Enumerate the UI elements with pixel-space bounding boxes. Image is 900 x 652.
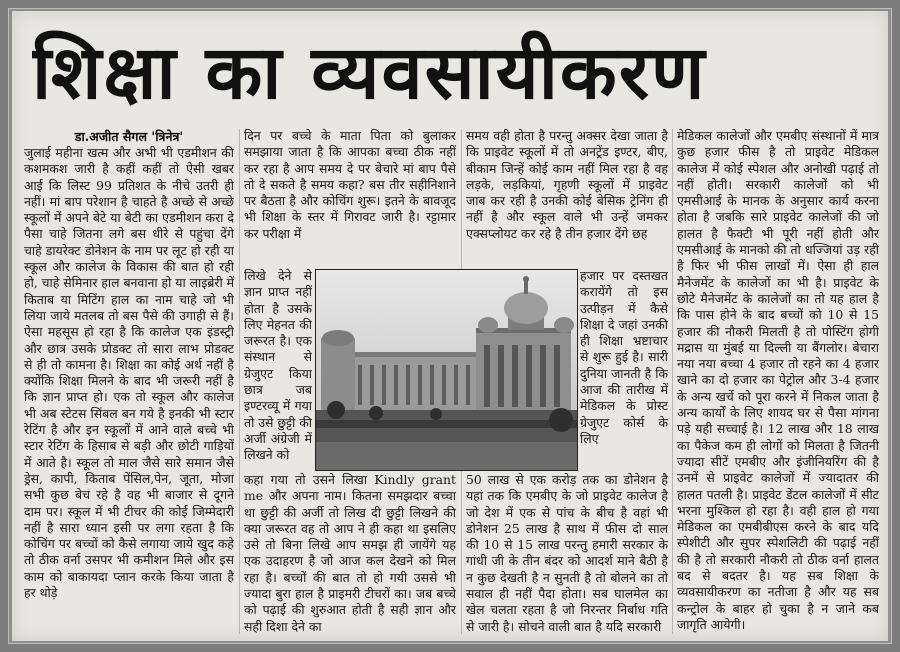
column-3-top [466, 128, 668, 268]
column-rule [239, 129, 240, 634]
column-1-text: जुलाई महीना खत्म और अभी भी एडमीशन की कशमकश जारी है कहीं कहीं तो ऐसी खबर आई कि लिस्ट 99 प्रतिशत के नीचे उतरी ही नहीं। मां बाप परेशान है चाहते है अच्छे से अच्छे स्कूलों में अपने बेटे या बेटी का एडमीशन करा दे पैसा चाहे जितना लगे बस धीरे से पहुंचा देंगे चाहे डायरेक्ट डोनेशन के नाम पर लूट हो रही या स्कूल और कालेज के विकास की बात हो रही हो, चाहे सेमिनार हाल बनवाना हो या लाइब्रेरी में किताब या मिटिंग हाल का नाम चाहे जो भी लिया जाये मतलब तो बस पैसे की उगाही से हैं। ऐसा महसूस हो रहा है कि कालेज एक इंडस्ट्री और छात्र उसके प्रोडक्ट तो सारा लाभ प्रोडक्ट से ही तो कामना है। शिक्षा का कोई अर्थ नहीं है क्योंकि शिक्षा मिलने के बाद भी जरूरी नहीं है कि ज्ञान प्राप्त हो। एक तो स्कूल और कालेज भी अब स्टेटस सिंबल बन गये है इनकी भी स्टार रेटिंग है और इन स्कूलों में आने वाले बच्चे भी स्टार रेटिंग के हिसाब से बड़ी और छोटी गाड़ियों में आते है। स्कूल तो माल जैसे सारे समान जैसे ड्रेस, कापी, किताब पेंसिल,पेन, जूता, मोजा सभी कुछ बेच रहे है वह भी बाजार से दूगने दाम पर। स्कूल में भी टीचर की कोई जिम्मेदारी नहीं है सारा ध्यान इसी पर लगा रहता है कि कोचिंग पर बच्चों को कैसे लगाया जाये खुद कहे तो ठीक वर्ना उसपर भी कमीशन मिले और इस काम को बाकायदा प्लान करके किया जाता है हर थोड़े [24, 145, 234, 601]
column-3-bottom [466, 472, 668, 636]
column-2-bottom [244, 472, 456, 636]
byline: डा.अजीत सैगल 'त्रिनेत्र' [74, 129, 184, 144]
column-2-side-text: लिखे देने से ज्ञान प्राप्त नहीं होता है उसके लिए मेहनत की जरूरत है। एक संस्थान से ग्रेजुएट किया छात्र जब इण्टरव्यू में गया तो उसे छुट्टी की अर्जी अंग्रेजी में लिखने को [244, 268, 312, 463]
newspaper-clipping [12, 11, 888, 641]
headline: शिक्षा का व्यवसायीकरण [32, 30, 707, 116]
column-3-side [580, 268, 668, 472]
column-4-text: मेडिकल कालेजों और एमबीए संस्थानों में मात्र कुछ हजार फीस है तो प्राइवेट मेडिकल कालेज में कोई स्पेशल और अनोखी पढ़ाई तो नहीं होती। सरकारी कालेजों को भी एमसीआई के मानक के अनुसार कार्य करना होता है जबकि सारे प्राइवेट कालेजों की जो हालत है फैक्टी भी पूरी नहीं होती और एमसीआई के मानको की तो धज्जियां उड़ रही है फिर भी फीस लाखों में। ऐसा ही हाल मैनेजमेंट के कालेजों का भी है। प्राइवेट के छोटे मैनेजमेंट के कालेजों का तो यह हाल है कि पास होने के बाद बच्चों को 10 से 15 हजार की नौकरी मिलती है तो पोस्टिंग होगी मद्रास या मुंबई या दिल्ली या बैंगलोर। बेचारा नया नया बच्चा 4 हजार तो रहने का 4 हजार खाने का दो हजार का पेट्रोल और 3-4 हजार के अन्य खर्चे को पूरा करने में निकल जाता है अन्य कार्यों के लिए शायद घर से पैसा मांगना पड़े यही सच्चाई है। 12 लाख और 18 लाख का पैकेज कम ही लोगों को मिलता है जितनी ज्यादा सीटें एमबीए और इंजीनियरिंग की है उनमें से प्राइवेट कालेजों में ज्यादातर की हालत पतली है। प्राइवेट डेंटल कालेजों में सीट भरना मुश्किल हो रहा है। वही हाल हो गया मेडिकल का एमबीबीएस करने के बाद यदि स्पेशीटी और सुपर स्पेशलिटी की पढ़ाई नहीं की है तो सरकारी नौकरी तो ठीक वर्ना हालत बद से बदतर है। यह सब शिक्षा के व्यवसायीकरण का नतीजा है और यह सब कन्ट्रोल के बाहर हो चुका है न जाने कब जागृति आयेगी। [677, 128, 879, 632]
column-2-top-text: दिन पर बच्चे के माता पिता को बुलाकर समझाया जाता है कि आपका बच्चा ठीक नहीं कर रहा है आप समय दे पर बेचारे मां बाप पैसे तो दे सकते है समय कहा? बस तीर सहीनिशाने पर बैठता है और कोचिंग शुरू। इतने के बावजूद भी शिक्षा के स्तर में गिरावट जारी है। रट्टामार कर परीक्षा में [244, 128, 456, 241]
column-3-top-text: समय वही होता है परन्तु अक्सर देखा जाता है कि प्राइवेट स्कूलों में तो अनट्रेंड इण्टर, बीए, बीकाम जिन्हें कोई काम नहीं मिल रहा है वह लड़के, लड़कियां, गृहणी स्कूलों में प्राइवेट जाब कर रही है उनकी कोई बेसिक ट्रेनिंग ही नहीं है और स्कूल वाले भी उन्हें जमकर एक्सप्लोयट कर रहे है तीन हजार देंगे छह [466, 128, 668, 241]
column-rule [672, 129, 673, 634]
column-2-side [244, 268, 312, 472]
column-1 [24, 128, 234, 636]
building-illustration [316, 270, 577, 470]
column-2-bottom-text: कहा गया तो उसने लिखा Kindly grant me और अपना नाम। कितना समझदार बच्चा था छुट्टी की अर्जी तो लिख दी छुट्टी लिखने की क्या जरूरत वह तो आप ने ही कहा था इसलिए उसे तो बिना लिखे आप समझ ही जायेंगे यह एक उदाहरण है जो आज कल देखने को मिल रहा है। बच्चों की बात तो हो गयी उससे भी ज्यादा बुरा हाल है प्राइमरी टीचरों का। जब बच्चे को पढ़ाई की शुरुआत होती है सही ज्ञान और सही दिशा देने का [244, 472, 456, 634]
column-3-side-text: हजार पर दस्तखत करायेंगे तो इस उत्पीड़न में कैसे शिक्षा दे जहां उनकी ही शिक्षा भ्रष्टाचार से शुरू हुई है। सारी दुनिया जानती है कि आज की तारीख में मेडिकल के प्रोस्ट ग्रेजुएट कोर्स के लिए [580, 268, 668, 446]
column-3-bottom-text: 50 लाख से एक करोड़ तक का डोनेशन है यहां तक कि एमबीए के जो प्राइवेट कालेज है जो देश में एक से पांच के बीच है वहां भी डोनेशन 25 लाख है साथ में फीस दो साल की 10 से 15 लाख परन्तु हमारी सरकार के गांधी जी के तीन बंदर को आदर्श माने बैठी है न कुछ देखती है न सुनती है तो बोलने का तो सवाल ही नहीं पैदा होता। सब घालमेल का खेल चलता रहता है जो निरन्तर निर्बाध गति से जारी है। सोचने वाली बात है यदि सरकारी [466, 472, 668, 634]
column-2-top [244, 128, 456, 268]
building-photo [315, 269, 578, 471]
column-4 [677, 128, 879, 636]
